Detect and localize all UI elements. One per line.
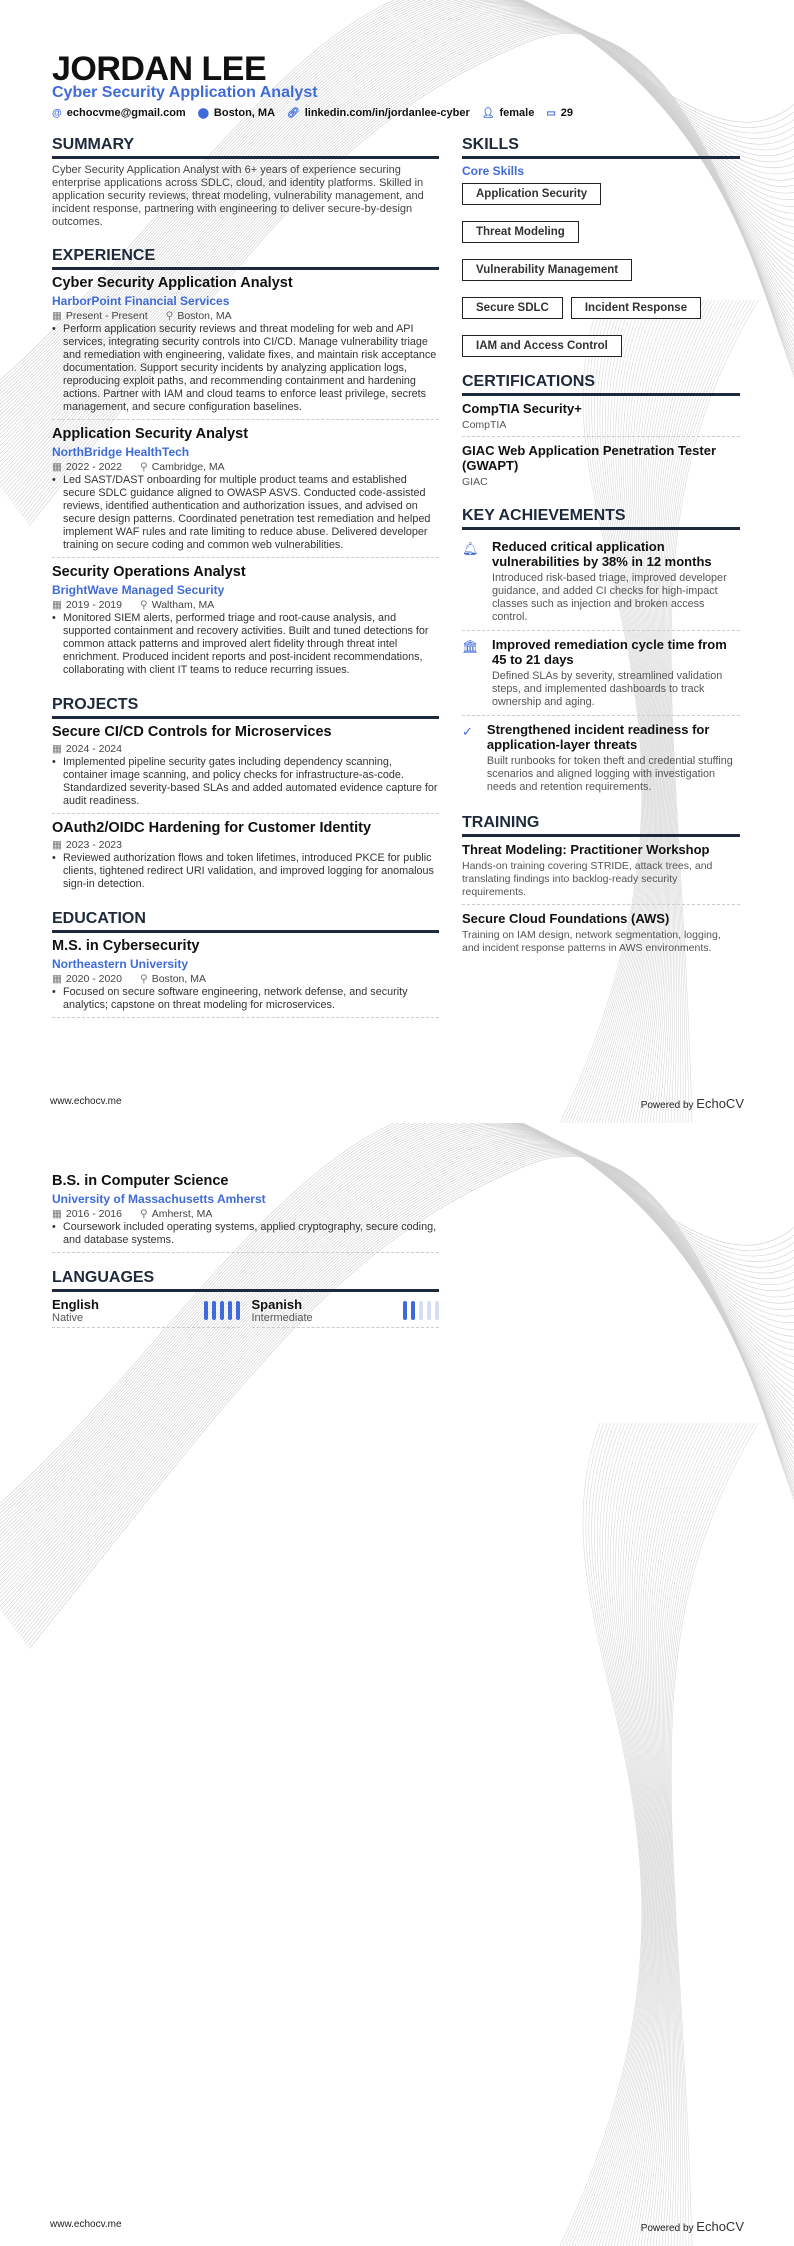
person-icon: 👤︎ [481, 108, 495, 119]
section-heading: SUMMARY [52, 136, 439, 159]
proficiency-bar [411, 1301, 415, 1320]
company: NorthBridge HealthTech [52, 445, 190, 459]
brand-logo: EchoCV [696, 2219, 744, 2234]
certifications-section [462, 373, 740, 493]
education-item: M.S. in Cybersecurity Northeastern University ▦ 2020 - 2020 ⚲ Boston, MA • Focused on secure software engineering, network defense, and security analytics; capstone on threat modeling for microservices. [52, 938, 439, 1018]
brand-logo: EchoCV [696, 1096, 744, 1111]
summary-text: Cyber Security Application Analyst with 6+ years of experience securing enterprise applications across SDLC, cloud, and identity platforms. Skilled in application security reviews, threat modeling, vulnerability management, and incident response, partnering with engineering to deliver secure-by-design outcomes. [52, 164, 424, 228]
footer-site-link[interactable]: www.echocv.me [50, 1096, 122, 1107]
degree: B.S. in Computer Science [52, 1173, 229, 1189]
project-title: Secure CI/CD Controls for Microservices [52, 724, 332, 740]
achievement-item: 🏛︎ Improved remediation cycle time from 45 to 21 days Defined SLAs by severity, streamlined validation steps, and implemented dashboards to track ownership and aging. [462, 633, 740, 716]
contact-linkedin[interactable]: 🔗︎ linkedin.com/in/jordanlee-cyber [287, 107, 470, 119]
contact-location: ⬤ Boston, MA [197, 107, 276, 119]
bell-icon: 🔔︎ [462, 541, 479, 556]
proficiency-bars [204, 1297, 240, 1324]
skill-group-title: Core Skills [462, 164, 525, 178]
education-item: B.S. in Computer Science University of Massachusetts Amherst ▦ 2016 - 2016 ⚲ Amherst, MA • Coursework included operating systems, applied cryptography, secure coding, and database systems. [52, 1173, 439, 1253]
section-heading: SKILLS [462, 136, 740, 159]
section-heading: CERTIFICATIONS [462, 373, 740, 396]
training-section [462, 814, 740, 960]
footer-powered: Powered by EchoCV [640, 1096, 744, 1111]
training-item: Threat Modeling: Practitioner Workshop Hands-on training covering STRIDE, attack trees, and translating findings into backlog-ready security requirements. [462, 842, 740, 905]
contact-age: ▭ 29 [546, 107, 574, 119]
calendar-icon: ▦ [52, 1208, 62, 1220]
page-footer [50, 2219, 744, 2234]
proficiency-bar [435, 1301, 439, 1320]
skill-chip: Application Security [462, 183, 601, 205]
location-pin-icon: ⚲ [139, 461, 148, 473]
location-pin-icon: ⬤ [197, 108, 209, 119]
project-item: Secure CI/CD Controls for Microservices ▦ 2024 - 2024 • Implemented pipeline security gates including dependency scanning, container image scanning, and policy checks for infrastructure-as-code. Standardized severity-based SLAs and added automated evidence capture for audit readiness. [52, 724, 439, 814]
achievement-item: 🔔︎ Reduced critical application vulnerabilities by 38% in 12 months Introduced risk-based triage, improved developer guidance, and added CI checks for high-impact classes such as injection and broken access control. [462, 535, 740, 631]
contact-gender: 👤︎ female [481, 107, 535, 119]
bullet: • Monitored SIEM alerts, performed triage and root-cause analysis, and supported containment and recovery activities. Built and tuned detections for common attack patterns and improved alert fidelity through threat intel enrichment. Produced incident reports and post-incident recommendations, collaborating with client IT teams to reduce recurring issues. [52, 612, 439, 677]
link-icon: 🔗︎ [287, 108, 300, 119]
calendar-icon: ▦ [52, 839, 62, 851]
skill-chip: Vulnerability Management [462, 259, 632, 281]
language-item: Spanish Intermediate [252, 1297, 440, 1328]
left-column [52, 136, 439, 1024]
bullet: • Implemented pipeline security gates including dependency scanning, container image scanning, and policy checks for infrastructure-as-code. Standardized severity-based SLAs and added automated evidence capture for audit readiness. [52, 756, 439, 808]
education-section [52, 910, 439, 1018]
section-heading: EXPERIENCE [52, 247, 439, 270]
bullet: • Coursework included operating systems, applied cryptography, secure coding, and database systems. [52, 1221, 439, 1247]
certification-item: GIAC Web Application Penetration Tester (GWAPT) GIAC [462, 443, 717, 488]
bank-icon: 🏛︎ [462, 639, 479, 654]
job-title: Security Operations Analyst [52, 564, 246, 580]
calendar-icon: ▦ [52, 743, 62, 755]
experience-section [52, 247, 439, 682]
company: HarborPoint Financial Services [52, 294, 230, 308]
section-heading: TRAINING [462, 814, 740, 837]
skill-chip: Threat Modeling [462, 221, 579, 243]
proficiency-bar [236, 1301, 240, 1320]
project-item: OAuth2/OIDC Hardening for Customer Identity ▦ 2023 - 2023 • Reviewed authorization flows and token lifetimes, introduced PKCE for public clients, tightened redirect URI validation, and improved logging for anomalous sign-in detection. [52, 820, 439, 896]
achievements-section [462, 507, 740, 800]
proficiency-bar [419, 1301, 423, 1320]
school: University of Massachusetts Amherst [52, 1192, 266, 1206]
section-heading: PROJECTS [52, 696, 439, 719]
bullet: • Reviewed authorization flows and token lifetimes, introduced PKCE for public clients, tightened redirect URI validation, and improved logging for anomalous sign-in detection. [52, 852, 439, 891]
bullet: • Led SAST/DAST onboarding for multiple product teams and established secure SDLC guidance aligned to OWASP ASVS. Conducted code-assisted reviews, identified authentication and authorization issues, and advised on secure design patterns. Coordinated penetration test remediation and helped implement WAF rules and rate limiting to reduce abuse. Delivered developer training on secure coding and common web vulnerabilities. [52, 474, 439, 552]
at-icon: @ [52, 108, 62, 119]
page-footer [50, 1096, 744, 1111]
right-column [462, 136, 740, 966]
section-heading: LANGUAGES [52, 1269, 439, 1292]
degree: M.S. in Cybersecurity [52, 938, 200, 954]
project-title: OAuth2/OIDC Hardening for Customer Identity [52, 820, 372, 836]
section-heading: EDUCATION [52, 910, 439, 933]
bullet: • Focused on secure software engineering, network defense, and security analytics; capstone on threat modeling for microservices. [52, 986, 439, 1012]
bullet: • Perform application security reviews and threat modeling for web and API services, integrating security controls into CI/CD. Manage vulnerability triage and remediation with engineering, validate fixes, and maintain risk acceptance documentation. Support security incidents by analyzing application logs, reproducing exploit paths, and recommending containment and hardening actions. Partner with IAM and cloud teams to enforce least privilege, secrets management, and secure configuration baselines. [52, 323, 439, 414]
job-title: Cyber Security Application Analyst [52, 275, 293, 291]
calendar-icon: ▦ [52, 461, 62, 473]
company: BrightWave Managed Security [52, 583, 225, 597]
calendar-icon: ▭ [546, 108, 556, 119]
job-title: Application Security Analyst [52, 426, 249, 442]
skill-chip: Incident Response [571, 297, 701, 319]
summary-section [52, 136, 439, 229]
proficiency-bar [403, 1301, 407, 1320]
languages-section [52, 1269, 439, 1328]
resume-page-2 [0, 1123, 794, 2246]
skill-chip: IAM and Access Control [462, 335, 622, 357]
experience-item: Cyber Security Application Analyst HarborPoint Financial Services ▦ Present - Present ⚲ Boston, MA • Perform application security reviews and threat modeling for web and API services, integrating security controls into CI/CD. Manage vulnerability triage and remediation with engineering, validate fixes, and maintain risk acceptance documentation. Support security incidents by analyzing application logs, reproducing exploit paths, and recommending containment and hardening actions. Partner with IAM and cloud teams to enforce least privilege, secrets management, and secure configuration baselines. [52, 275, 439, 420]
skills-section [462, 136, 740, 357]
school: Northeastern University [52, 957, 189, 971]
experience-item: Application Security Analyst NorthBridge HealthTech ▦ 2022 - 2022 ⚲ Cambridge, MA • Led SAST/DAST onboarding for multiple product teams and established secure SDLC guidance aligned to OWASP ASVS. Conducted code-assisted reviews, identified authentication and authorization issues, and advised on secure design patterns. Coordinated penetration test remediation and helped implement WAF rules and rate limiting to reduce abuse. Delivered developer training on secure coding and common web vulnerabilities. [52, 426, 439, 558]
proficiency-bar [427, 1301, 431, 1320]
projects-section [52, 696, 439, 896]
calendar-icon: ▦ [52, 973, 62, 985]
contact-email[interactable]: @ echocvme@gmail.com [52, 107, 186, 119]
candidate-name: JORDAN LEE [52, 50, 267, 88]
location-pin-icon: ⚲ [139, 599, 148, 611]
contact-bar [52, 107, 573, 119]
location-pin-icon: ⚲ [165, 310, 174, 322]
candidate-title: Cyber Security Application Analyst [52, 84, 318, 101]
footer-powered: Powered by EchoCV [640, 2219, 744, 2234]
calendar-icon: ▦ [52, 310, 62, 322]
proficiency-bars [403, 1297, 439, 1324]
proficiency-bar [228, 1301, 232, 1320]
calendar-icon: ▦ [52, 599, 62, 611]
location-pin-icon: ⚲ [139, 973, 148, 985]
experience-item: Security Operations Analyst BrightWave Managed Security ▦ 2019 - 2019 ⚲ Waltham, MA • Monitored SIEM alerts, performed triage and root-cause analysis, and supported containment and recovery activities. Built and tuned detections for common attack patterns and improved alert fidelity through threat intel enrichment. Produced incident reports and post-incident recommendations, collaborating with client IT teams to reduce recurring issues. [52, 564, 439, 682]
section-heading: KEY ACHIEVEMENTS [462, 507, 740, 530]
skill-chip: Secure SDLC [462, 297, 563, 319]
location-pin-icon: ⚲ [139, 1208, 148, 1220]
left-column [52, 1173, 439, 1328]
proficiency-bar [220, 1301, 224, 1320]
training-item: Secure Cloud Foundations (AWS) Training on IAM design, network segmentation, logging, and incident response patterns in AWS environments. [462, 911, 721, 954]
proficiency-bar [204, 1301, 208, 1320]
proficiency-bar [212, 1301, 216, 1320]
certification-item: CompTIA Security+ CompTIA [462, 401, 740, 437]
language-item: English Native [52, 1297, 240, 1328]
footer-site-link[interactable]: www.echocv.me [50, 2219, 122, 2230]
achievement-item: ✓ Strengthened incident readiness for application-layer threats Built runbooks for token theft and credential stuffing scenarios and aligned logging with investigation needs and retention requirements. [462, 722, 733, 793]
check-icon: ✓ [462, 724, 473, 739]
